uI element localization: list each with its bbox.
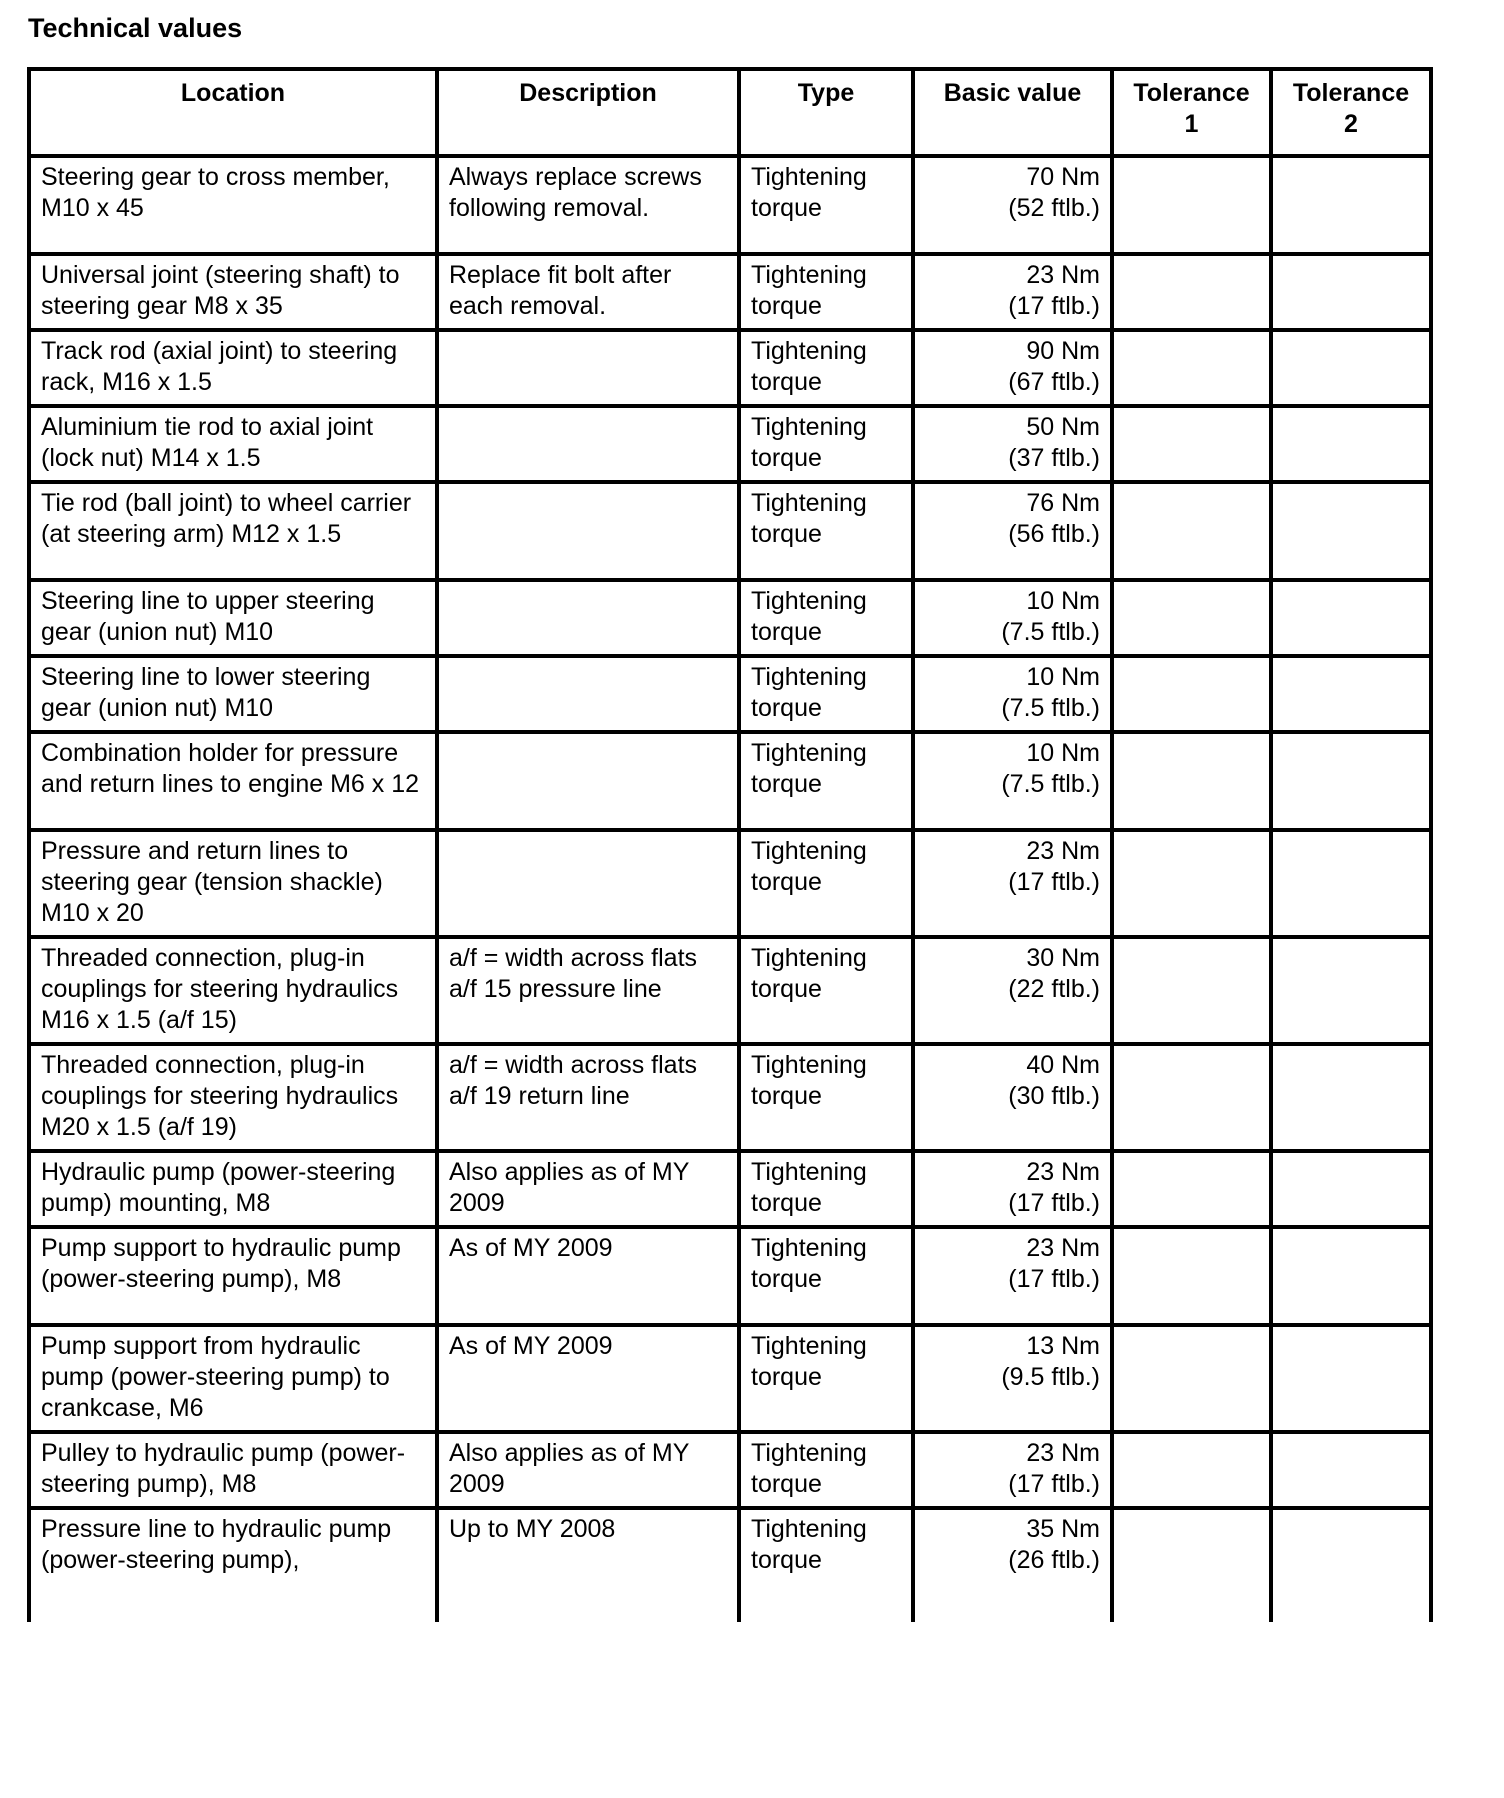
cell-basic-value [913, 1325, 1112, 1432]
cell-tolerance-1 [1112, 1044, 1271, 1151]
cell-type: Tightening torque [739, 254, 913, 330]
cell-type: Tightening torque [739, 656, 913, 732]
value-nm: 10 Nm [1026, 587, 1100, 615]
cell-basic-value [913, 656, 1112, 732]
cell-type: Tightening torque [739, 732, 913, 830]
value-nm: 70 Nm [1026, 163, 1100, 191]
table-row [29, 1227, 1431, 1325]
cell-tolerance-1 [1112, 830, 1271, 937]
column-header-location: Location [29, 69, 437, 156]
cell-tolerance-2 [1271, 1227, 1431, 1325]
column-header-basic-value: Basic value [913, 69, 1112, 156]
cell-type: Tightening torque [739, 1151, 913, 1227]
cell-tolerance-2 [1271, 732, 1431, 830]
value-nm: 23 Nm [1026, 261, 1100, 289]
cell-type: Tightening torque [739, 1325, 913, 1432]
table-row [29, 732, 1431, 830]
cell-location: Combination holder for pressure and return lines to engine M6 x 12 [29, 732, 437, 830]
value-ftlb: (17 ftlb.) [1008, 1470, 1100, 1498]
cell-location: Pressure line to hydraulic pump (power-steering pump), [29, 1508, 437, 1622]
cell-tolerance-2 [1271, 1151, 1431, 1227]
cell-type: Tightening torque [739, 406, 913, 482]
cell-description: Also applies as of MY 2009 [437, 1432, 739, 1508]
value-ftlb: (17 ftlb.) [1008, 292, 1100, 320]
column-header-type: Type [739, 69, 913, 156]
cell-tolerance-1 [1112, 482, 1271, 580]
table-row [29, 580, 1431, 656]
cell-tolerance-2 [1271, 580, 1431, 656]
cell-location: Pressure and return lines to steering gear (tension shackle) M10 x 20 [29, 830, 437, 937]
value-nm: 10 Nm [1026, 739, 1100, 767]
cell-location: Pump support from hydraulic pump (power-steering pump) to crankcase, M6 [29, 1325, 437, 1432]
value-ftlb: (7.5 ftlb.) [1001, 694, 1100, 722]
cell-tolerance-1 [1112, 1151, 1271, 1227]
value-nm: 13 Nm [1026, 1332, 1100, 1360]
cell-location: Steering line to upper steering gear (union nut) M10 [29, 580, 437, 656]
value-nm: 23 Nm [1026, 1234, 1100, 1262]
value-nm: 23 Nm [1026, 837, 1100, 865]
cell-location: Threaded connection, plug-in couplings for steering hydraulics M16 x 1.5 (a/f 15) [29, 937, 437, 1044]
cell-basic-value [913, 732, 1112, 830]
cell-description [437, 330, 739, 406]
cell-tolerance-1 [1112, 1227, 1271, 1325]
table-row [29, 330, 1431, 406]
cell-type: Tightening torque [739, 830, 913, 937]
cell-description [437, 732, 739, 830]
cell-description [437, 482, 739, 580]
value-ftlb: (37 ftlb.) [1008, 444, 1100, 472]
cell-basic-value [913, 1508, 1112, 1622]
cell-tolerance-1 [1112, 1325, 1271, 1432]
cell-tolerance-1 [1112, 580, 1271, 656]
table-row [29, 156, 1431, 254]
technical-values-table [27, 67, 1433, 1622]
table-row [29, 1044, 1431, 1151]
table-row [29, 1151, 1431, 1227]
value-ftlb: (7.5 ftlb.) [1001, 618, 1100, 646]
section-title: Technical values [28, 13, 243, 43]
value-nm: 35 Nm [1026, 1515, 1100, 1543]
column-header-tolerance-1: Tolerance 1 [1112, 69, 1271, 156]
cell-tolerance-1 [1112, 156, 1271, 254]
table-row [29, 482, 1431, 580]
cell-description: Always replace screws following removal. [437, 156, 739, 254]
column-header-description: Description [437, 69, 739, 156]
cell-tolerance-2 [1271, 156, 1431, 254]
cell-location: Pump support to hydraulic pump (power-steering pump), M8 [29, 1227, 437, 1325]
cell-tolerance-2 [1271, 656, 1431, 732]
value-nm: 76 Nm [1026, 489, 1100, 517]
cell-tolerance-2 [1271, 937, 1431, 1044]
value-nm: 23 Nm [1026, 1439, 1100, 1467]
cell-location: Steering line to lower steering gear (union nut) M10 [29, 656, 437, 732]
cell-description [437, 830, 739, 937]
cell-basic-value [913, 1151, 1112, 1227]
value-nm: 30 Nm [1026, 944, 1100, 972]
table-row [29, 937, 1431, 1044]
cell-tolerance-1 [1112, 406, 1271, 482]
cell-basic-value [913, 937, 1112, 1044]
cell-tolerance-2 [1271, 254, 1431, 330]
cell-description: Up to MY 2008 [437, 1508, 739, 1622]
value-ftlb: (17 ftlb.) [1008, 868, 1100, 896]
cell-description [437, 406, 739, 482]
cell-tolerance-1 [1112, 937, 1271, 1044]
cell-location: Pulley to hydraulic pump (power-steering pump), M8 [29, 1432, 437, 1508]
table-row [29, 406, 1431, 482]
value-ftlb: (9.5 ftlb.) [1001, 1363, 1100, 1391]
value-nm: 90 Nm [1026, 337, 1100, 365]
value-ftlb: (67 ftlb.) [1008, 368, 1100, 396]
cell-location: Threaded connection, plug-in couplings for steering hydraulics M20 x 1.5 (a/f 19) [29, 1044, 437, 1151]
cell-type: Tightening torque [739, 482, 913, 580]
cell-tolerance-1 [1112, 732, 1271, 830]
cell-type: Tightening torque [739, 937, 913, 1044]
table-row [29, 830, 1431, 937]
table-row [29, 1432, 1431, 1508]
cell-tolerance-2 [1271, 330, 1431, 406]
value-ftlb: (52 ftlb.) [1008, 194, 1100, 222]
value-ftlb: (17 ftlb.) [1008, 1189, 1100, 1217]
cell-location: Track rod (axial joint) to steering rack, M16 x 1.5 [29, 330, 437, 406]
cell-basic-value [913, 1227, 1112, 1325]
cell-type: Tightening torque [739, 330, 913, 406]
cell-tolerance-2 [1271, 482, 1431, 580]
cell-description: a/f = width across flats a/f 15 pressure line [437, 937, 739, 1044]
cell-location: Hydraulic pump (power-steering pump) mounting, M8 [29, 1151, 437, 1227]
cell-type: Tightening torque [739, 1227, 913, 1325]
cell-description [437, 656, 739, 732]
cell-type: Tightening torque [739, 1508, 913, 1622]
cell-basic-value [913, 254, 1112, 330]
cell-basic-value [913, 830, 1112, 937]
column-header-tolerance-2: Tolerance 2 [1271, 69, 1431, 156]
table-row [29, 254, 1431, 330]
table-header-row [29, 69, 1431, 156]
cell-tolerance-2 [1271, 830, 1431, 937]
value-ftlb: (56 ftlb.) [1008, 520, 1100, 548]
cell-location: Aluminium tie rod to axial joint (lock nut) M14 x 1.5 [29, 406, 437, 482]
cell-type: Tightening torque [739, 1432, 913, 1508]
cell-basic-value [913, 1044, 1112, 1151]
cell-tolerance-2 [1271, 1325, 1431, 1432]
cell-description: a/f = width across flats a/f 19 return line [437, 1044, 739, 1151]
cell-type: Tightening torque [739, 580, 913, 656]
cell-type: Tightening torque [739, 1044, 913, 1151]
cell-location: Steering gear to cross member, M10 x 45 [29, 156, 437, 254]
value-ftlb: (30 ftlb.) [1008, 1082, 1100, 1110]
value-ftlb: (17 ftlb.) [1008, 1265, 1100, 1293]
cell-basic-value [913, 406, 1112, 482]
cell-tolerance-2 [1271, 1044, 1431, 1151]
table-body [29, 156, 1431, 1622]
cell-basic-value [913, 156, 1112, 254]
table-row [29, 1508, 1431, 1622]
value-nm: 40 Nm [1026, 1051, 1100, 1079]
value-nm: 10 Nm [1026, 663, 1100, 691]
cell-tolerance-2 [1271, 1508, 1431, 1622]
value-ftlb: (26 ftlb.) [1008, 1546, 1100, 1574]
cell-basic-value [913, 580, 1112, 656]
cell-tolerance-1 [1112, 1432, 1271, 1508]
value-ftlb: (22 ftlb.) [1008, 975, 1100, 1003]
cell-location: Universal joint (steering shaft) to steering gear M8 x 35 [29, 254, 437, 330]
table-row [29, 656, 1431, 732]
cell-description [437, 580, 739, 656]
table-row [29, 1325, 1431, 1432]
cell-description: As of MY 2009 [437, 1227, 739, 1325]
value-nm: 23 Nm [1026, 1158, 1100, 1186]
cell-type: Tightening torque [739, 156, 913, 254]
cell-description: Also applies as of MY 2009 [437, 1151, 739, 1227]
cell-tolerance-1 [1112, 656, 1271, 732]
cell-description: Replace fit bolt after each removal. [437, 254, 739, 330]
value-ftlb: (7.5 ftlb.) [1001, 770, 1100, 798]
cell-tolerance-2 [1271, 406, 1431, 482]
cell-description: As of MY 2009 [437, 1325, 739, 1432]
cell-location: Tie rod (ball joint) to wheel carrier (at steering arm) M12 x 1.5 [29, 482, 437, 580]
cell-tolerance-1 [1112, 330, 1271, 406]
cell-tolerance-1 [1112, 254, 1271, 330]
cell-tolerance-2 [1271, 1432, 1431, 1508]
cell-basic-value [913, 482, 1112, 580]
value-nm: 50 Nm [1026, 413, 1100, 441]
cell-basic-value [913, 330, 1112, 406]
cell-tolerance-1 [1112, 1508, 1271, 1622]
cell-basic-value [913, 1432, 1112, 1508]
